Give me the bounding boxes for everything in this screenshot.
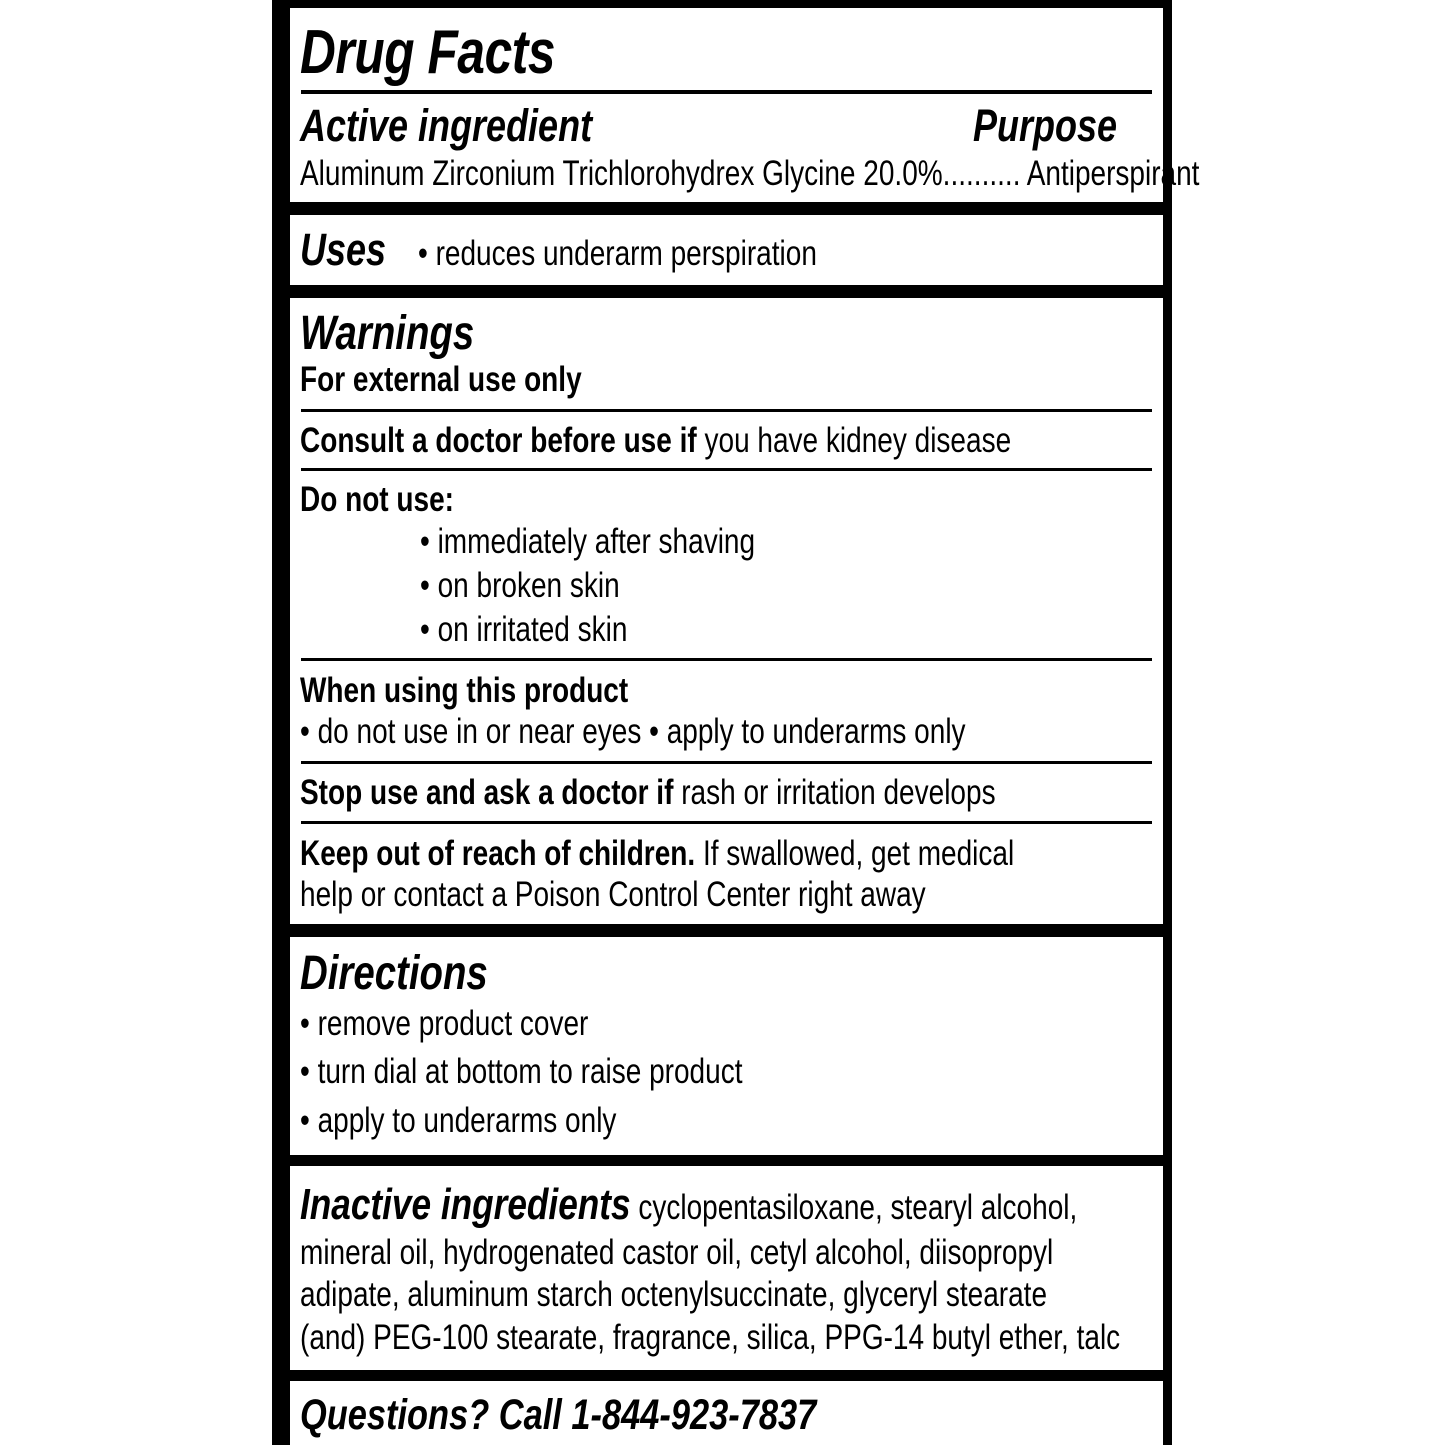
consult-doctor-bold: Consult a doctor before use if: [300, 420, 697, 460]
active-ingredient-header-row: [300, 94, 1153, 149]
list-item: • remove product cover: [300, 1004, 589, 1044]
when-using-heading: When using this product: [300, 670, 629, 710]
warning-keep-out-of-reach: [300, 824, 1153, 925]
block-questions: [290, 1381, 1163, 1445]
directions-list: [300, 1000, 1153, 1155]
keep-out-line-1: [300, 833, 1153, 874]
inactive-line-2: mineral oil, hydrogenated castor oil, cetyl alcohol, diisopropyl: [300, 1232, 1054, 1272]
purpose-heading: Purpose: [972, 100, 1117, 151]
inactive-line-3: adipate, aluminum starch octenylsuccinate, glyceryl stearate: [300, 1275, 1048, 1315]
do-not-use-list: [300, 520, 1153, 657]
questions-line[interactable]: [300, 1381, 1153, 1445]
warnings-external-use: For external use only: [300, 359, 582, 399]
uses-heading: Uses: [300, 223, 387, 275]
inactive-ingredients-text: [300, 1166, 1153, 1370]
keep-out-line-2: help or contact a Poison Control Center right away: [300, 874, 926, 914]
warning-when-using-product: [300, 661, 1153, 762]
gutter-after-active-ingredient: [290, 202, 1163, 215]
consult-doctor-rest: you have kidney disease: [696, 420, 1012, 460]
questions-phone-text[interactable]: Questions? Call 1-844-923-7837: [300, 1390, 817, 1439]
list-item: • on irritated skin: [420, 609, 628, 649]
active-ingredient-value: Aluminum Zirconium Trichlorohydrex Glycine 20.0%.......... Antiperspirant: [300, 154, 1200, 194]
drug-facts-panel-frame: [272, 0, 1200, 1445]
active-ingredient-heading: Active ingredient: [300, 100, 593, 151]
block-directions: [290, 937, 1163, 1155]
list-item: • turn dial at bottom to raise product: [300, 1052, 743, 1092]
list-item: • immediately after shaving: [420, 522, 756, 562]
when-using-items: • do not use in or near eyes • apply to underarms only: [300, 711, 966, 751]
inactive-line-4: (and) PEG-100 stearate, fragrance, silica, PPG-14 butyl ether, talc: [300, 1318, 1121, 1358]
block-warnings: [290, 298, 1163, 925]
list-item: • apply to underarms only: [300, 1100, 617, 1140]
block-title-active-ingredient: [290, 8, 1200, 202]
list-item: • on broken skin: [420, 566, 620, 606]
drug-facts-block-stack: [290, 8, 1200, 1439]
stop-use-bold: Stop use and ask a doctor if: [300, 773, 674, 813]
do-not-use-heading: Do not use:: [300, 480, 454, 520]
gutter-after-warnings: [290, 924, 1163, 937]
warning-do-not-use: [300, 471, 1153, 658]
gutter-after-uses: [290, 285, 1163, 298]
gutter-after-directions: [290, 1155, 1163, 1166]
inactive-text-1: cyclopentasiloxane, stearyl alcohol,: [630, 1188, 1078, 1228]
page-title-text: Drug Facts: [300, 18, 556, 87]
inactive-ingredients-heading: Inactive ingredients: [300, 1180, 631, 1230]
stop-use-rest: rash or irritation develops: [673, 773, 996, 813]
uses-row: [300, 215, 1153, 285]
block-inactive-ingredients: [290, 1166, 1163, 1370]
warning-stop-use: [300, 764, 1153, 820]
warnings-heading: Warnings: [300, 306, 475, 360]
inactive-line-1: [300, 1178, 1153, 1232]
page-title: [300, 8, 1153, 90]
directions-heading: Directions: [300, 947, 488, 1001]
keep-out-rest-1: If swallowed, get medical: [695, 833, 1015, 873]
block-uses: [290, 215, 1163, 285]
uses-item: • reduces underarm perspiration: [417, 233, 817, 273]
gutter-after-inactive-ingredients: [290, 1370, 1163, 1381]
warning-consult-doctor: [300, 412, 1153, 468]
keep-out-bold: Keep out of reach of children.: [300, 833, 696, 873]
